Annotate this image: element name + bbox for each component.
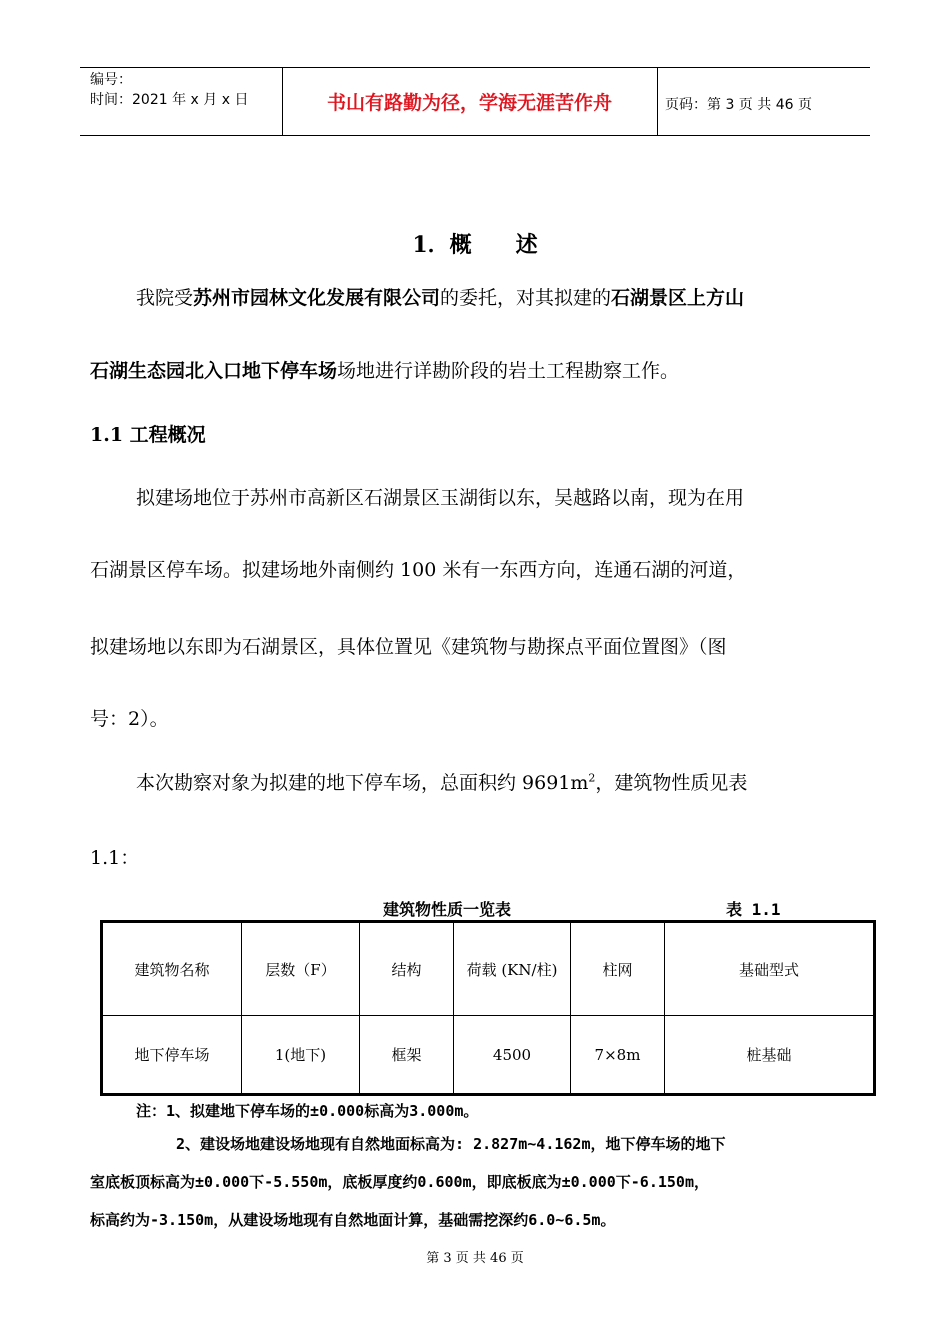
overview-line-4: 号：2）。 [90, 708, 169, 730]
intro-line-2 [90, 356, 679, 383]
header-meta [90, 70, 248, 110]
table-row [102, 1016, 875, 1095]
area-text: 本次勘察对象为拟建的地下停车场，总面积约 9691m [136, 772, 589, 794]
area-superscript: 2 [588, 771, 596, 785]
overview-line-6: 1.1： [90, 847, 140, 869]
table-header-cell: 荷载 (KN/柱) [454, 922, 571, 1016]
overview-line-5 [136, 768, 747, 795]
table-number: 表 1.1 [726, 900, 781, 919]
header-motto: 书山有路勤为径，学海无涯苦作舟 [326, 91, 612, 114]
overview-line-2: 石湖景区停车场。拟建场地外南侧约 100 米有一东西方向，连通石湖的河道， [90, 559, 747, 581]
table-cell: 7×8m [571, 1016, 665, 1095]
note-4: 标高约为-3.150m，从建设场地现有自然地面计算，基础需挖深约6.0~6.5m。 [90, 1211, 616, 1229]
subsection-title: 1.1 工程概况 [90, 424, 206, 446]
table-header-row [102, 922, 875, 1016]
note-1: 注：1、拟建地下停车场的±0.000标高为3.000m。 [136, 1102, 479, 1120]
table-header-cell: 结构 [360, 922, 454, 1016]
section-title [0, 228, 950, 259]
section-number: 1． [412, 232, 450, 258]
overview-line-1: 拟建场地位于苏州市高新区石湖景区玉湖街以东，吴越路以南，现为在用 [136, 487, 745, 509]
intro-line-1 [136, 283, 744, 310]
building-properties-table [100, 920, 876, 1096]
header-time-label: 时间：2021 年 x 月 x 日 [90, 92, 249, 108]
project-name-part: 石湖生态园北入口地下停车场 [90, 360, 338, 382]
section-title-a: 概 [449, 233, 472, 258]
client-company: 苏州市园林文化发展有限公司 [193, 287, 441, 309]
intro-text: 的委托，对其拟建的 [440, 287, 612, 309]
header-number-label: 编号： [90, 72, 132, 88]
table-header-cell: 建筑物名称 [102, 922, 242, 1016]
table-cell: 地下停车场 [102, 1016, 242, 1095]
page-footer: 第 3 页 共 46 页 [426, 1251, 524, 1266]
intro-text: 我院受 [136, 287, 194, 309]
table-cell: 4500 [454, 1016, 571, 1095]
table-cell: 1(地下) [242, 1016, 360, 1095]
note-2: 2、建设场地建设场地现有自然地面标高为: 2.827m~4.162m，地下停车场的地下 [176, 1135, 726, 1153]
section-title-b: 述 [515, 233, 538, 258]
table-caption: 建筑物性质一览表 [383, 900, 512, 919]
table-header-cell: 基础型式 [665, 922, 875, 1016]
table-header-cell: 层数（F） [242, 922, 360, 1016]
table-cell: 桩基础 [665, 1016, 875, 1095]
table-cell: 框架 [360, 1016, 454, 1095]
project-name-part: 石湖景区上方山 [611, 287, 745, 309]
note-3: 室底板顶标高为±0.000下-5.550m，底板厚度约0.600m，即底板底为±0.000下-6.150m， [90, 1173, 709, 1191]
table-header-cell: 柱网 [571, 922, 665, 1016]
overview-line-3: 拟建场地以东即为石湖景区，具体位置见《建筑物与勘探点平面位置图》（图 [90, 636, 727, 658]
intro-text: 场地进行详勘阶段的岩土工程勘察工作。 [337, 360, 680, 382]
area-text-tail: ，建筑物性质见表 [595, 772, 748, 794]
header-page-info: 页码：第 3 页 共 46 页 [665, 97, 812, 113]
header-bottom-rule [80, 135, 870, 136]
